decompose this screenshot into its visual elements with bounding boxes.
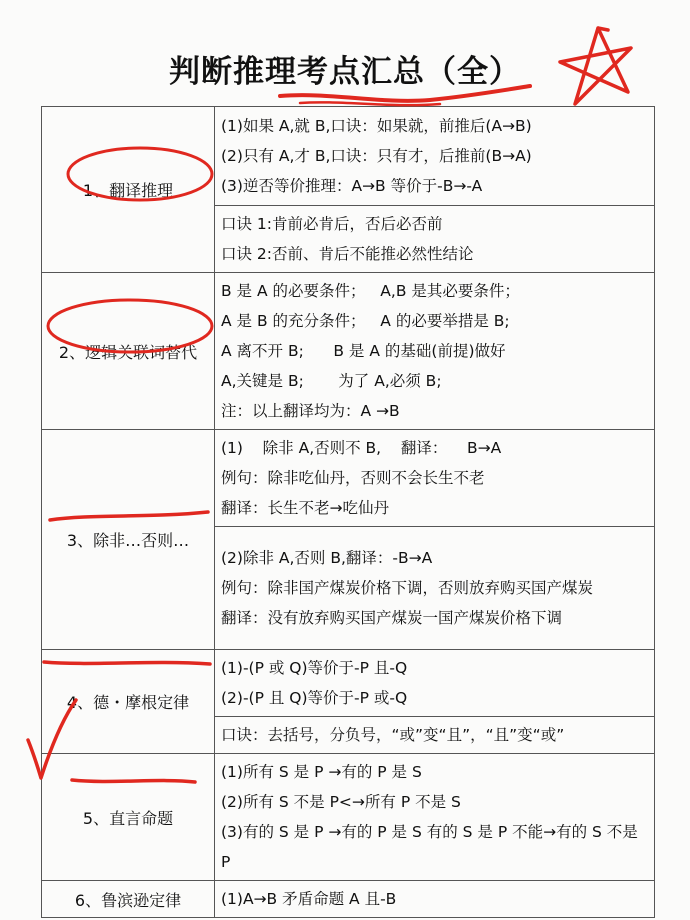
content-cell xyxy=(215,527,655,650)
content-line: (1)-(P 或 Q)等价于-P 且-Q xyxy=(221,659,408,677)
topic-cell xyxy=(42,650,215,754)
content-line: A 离不开 B; B 是 A 的基础(前提)做好 xyxy=(221,342,506,360)
table-row xyxy=(42,430,655,527)
content-cell xyxy=(215,754,655,881)
content-cell xyxy=(215,650,655,717)
content-line: (2)只有 A,才 B,口诀：只有才，后推前(B→A) xyxy=(221,147,532,165)
content-line: (2)所有 S 不是 P<→所有 P 不是 S xyxy=(221,793,461,811)
content-line: (3)有的 S 是 P →有的 P 是 S 有的 S 是 P 不能→有的 S 不是 P xyxy=(221,823,643,871)
table-row xyxy=(42,107,655,206)
content-line: (1)所有 S 是 P →有的 P 是 S xyxy=(221,763,422,781)
content-cell xyxy=(215,273,655,430)
content-line: (3)逆否等价推理：A→B 等价于-B→-A xyxy=(221,177,483,195)
table-row xyxy=(42,881,655,918)
content-line: 口诀 2:否前、肯后不能推必然性结论 xyxy=(221,245,474,263)
content-line: A 是 B 的充分条件； A 的必要举措是 B; xyxy=(221,312,510,330)
content-line: 翻译：没有放弃购买国产煤炭一国产煤炭价格下调 xyxy=(221,609,563,627)
content-line: 口诀：去括号，分负号，“或”变“且”，“且”变“或” xyxy=(221,726,565,744)
content-line: (1)如果 A,就 B,口诀：如果就，前推后(A→B) xyxy=(221,117,532,135)
content-line: B 是 A 的必要条件； A,B 是其必要条件； xyxy=(221,282,520,300)
content-cell xyxy=(215,206,655,273)
content-cell xyxy=(215,717,655,754)
content-line: (1) 除非 A,否则不 B, 翻译： B→A xyxy=(221,439,502,457)
content-line: (1)A→B 矛盾命题 A 且-B xyxy=(221,890,397,908)
summary-table xyxy=(41,106,655,918)
topic-label: 3、除非…否则… xyxy=(66,531,190,550)
content-line: A,关键是 B; 为了 A,必须 B; xyxy=(221,372,442,390)
content-cell xyxy=(215,881,655,918)
topic-cell xyxy=(42,430,215,650)
content-line: 口诀 1:肯前必肯后，否后必否前 xyxy=(221,215,443,233)
topic-label: 5、直言命题 xyxy=(82,808,174,828)
table-row xyxy=(42,650,655,717)
topic-cell xyxy=(42,107,215,273)
content-cell xyxy=(215,430,655,527)
topic-cell xyxy=(42,754,215,881)
content-line: (2)除非 A,否则 B,翻译：-B→A xyxy=(221,549,433,567)
content-line: (2)-(P 且 Q)等价于-P 或-Q xyxy=(221,689,408,707)
content-line: 例句：除非吃仙丹，否则不会长生不老 xyxy=(221,469,485,487)
topic-label: 1、翻译推理 xyxy=(82,181,174,200)
topic-label: 4、德・摩根定律 xyxy=(66,693,190,712)
content-line: 翻译：长生不老→吃仙丹 xyxy=(221,499,389,517)
topic-cell xyxy=(42,881,215,918)
topic-label: 2、逻辑关联词替代 xyxy=(58,342,198,362)
topic-cell xyxy=(42,273,215,430)
table-row xyxy=(42,273,655,430)
content-line: 例句：除非国产煤炭价格下调，否则放弃购买国产煤炭 xyxy=(221,579,594,597)
table-row xyxy=(42,754,655,881)
topic-label: 6、鲁滨逊定律 xyxy=(74,890,182,910)
content-line: 注：以上翻译均为：A →B xyxy=(221,402,400,420)
page-title: 判断推理考点汇总（全） xyxy=(169,54,521,90)
content-cell xyxy=(215,107,655,206)
